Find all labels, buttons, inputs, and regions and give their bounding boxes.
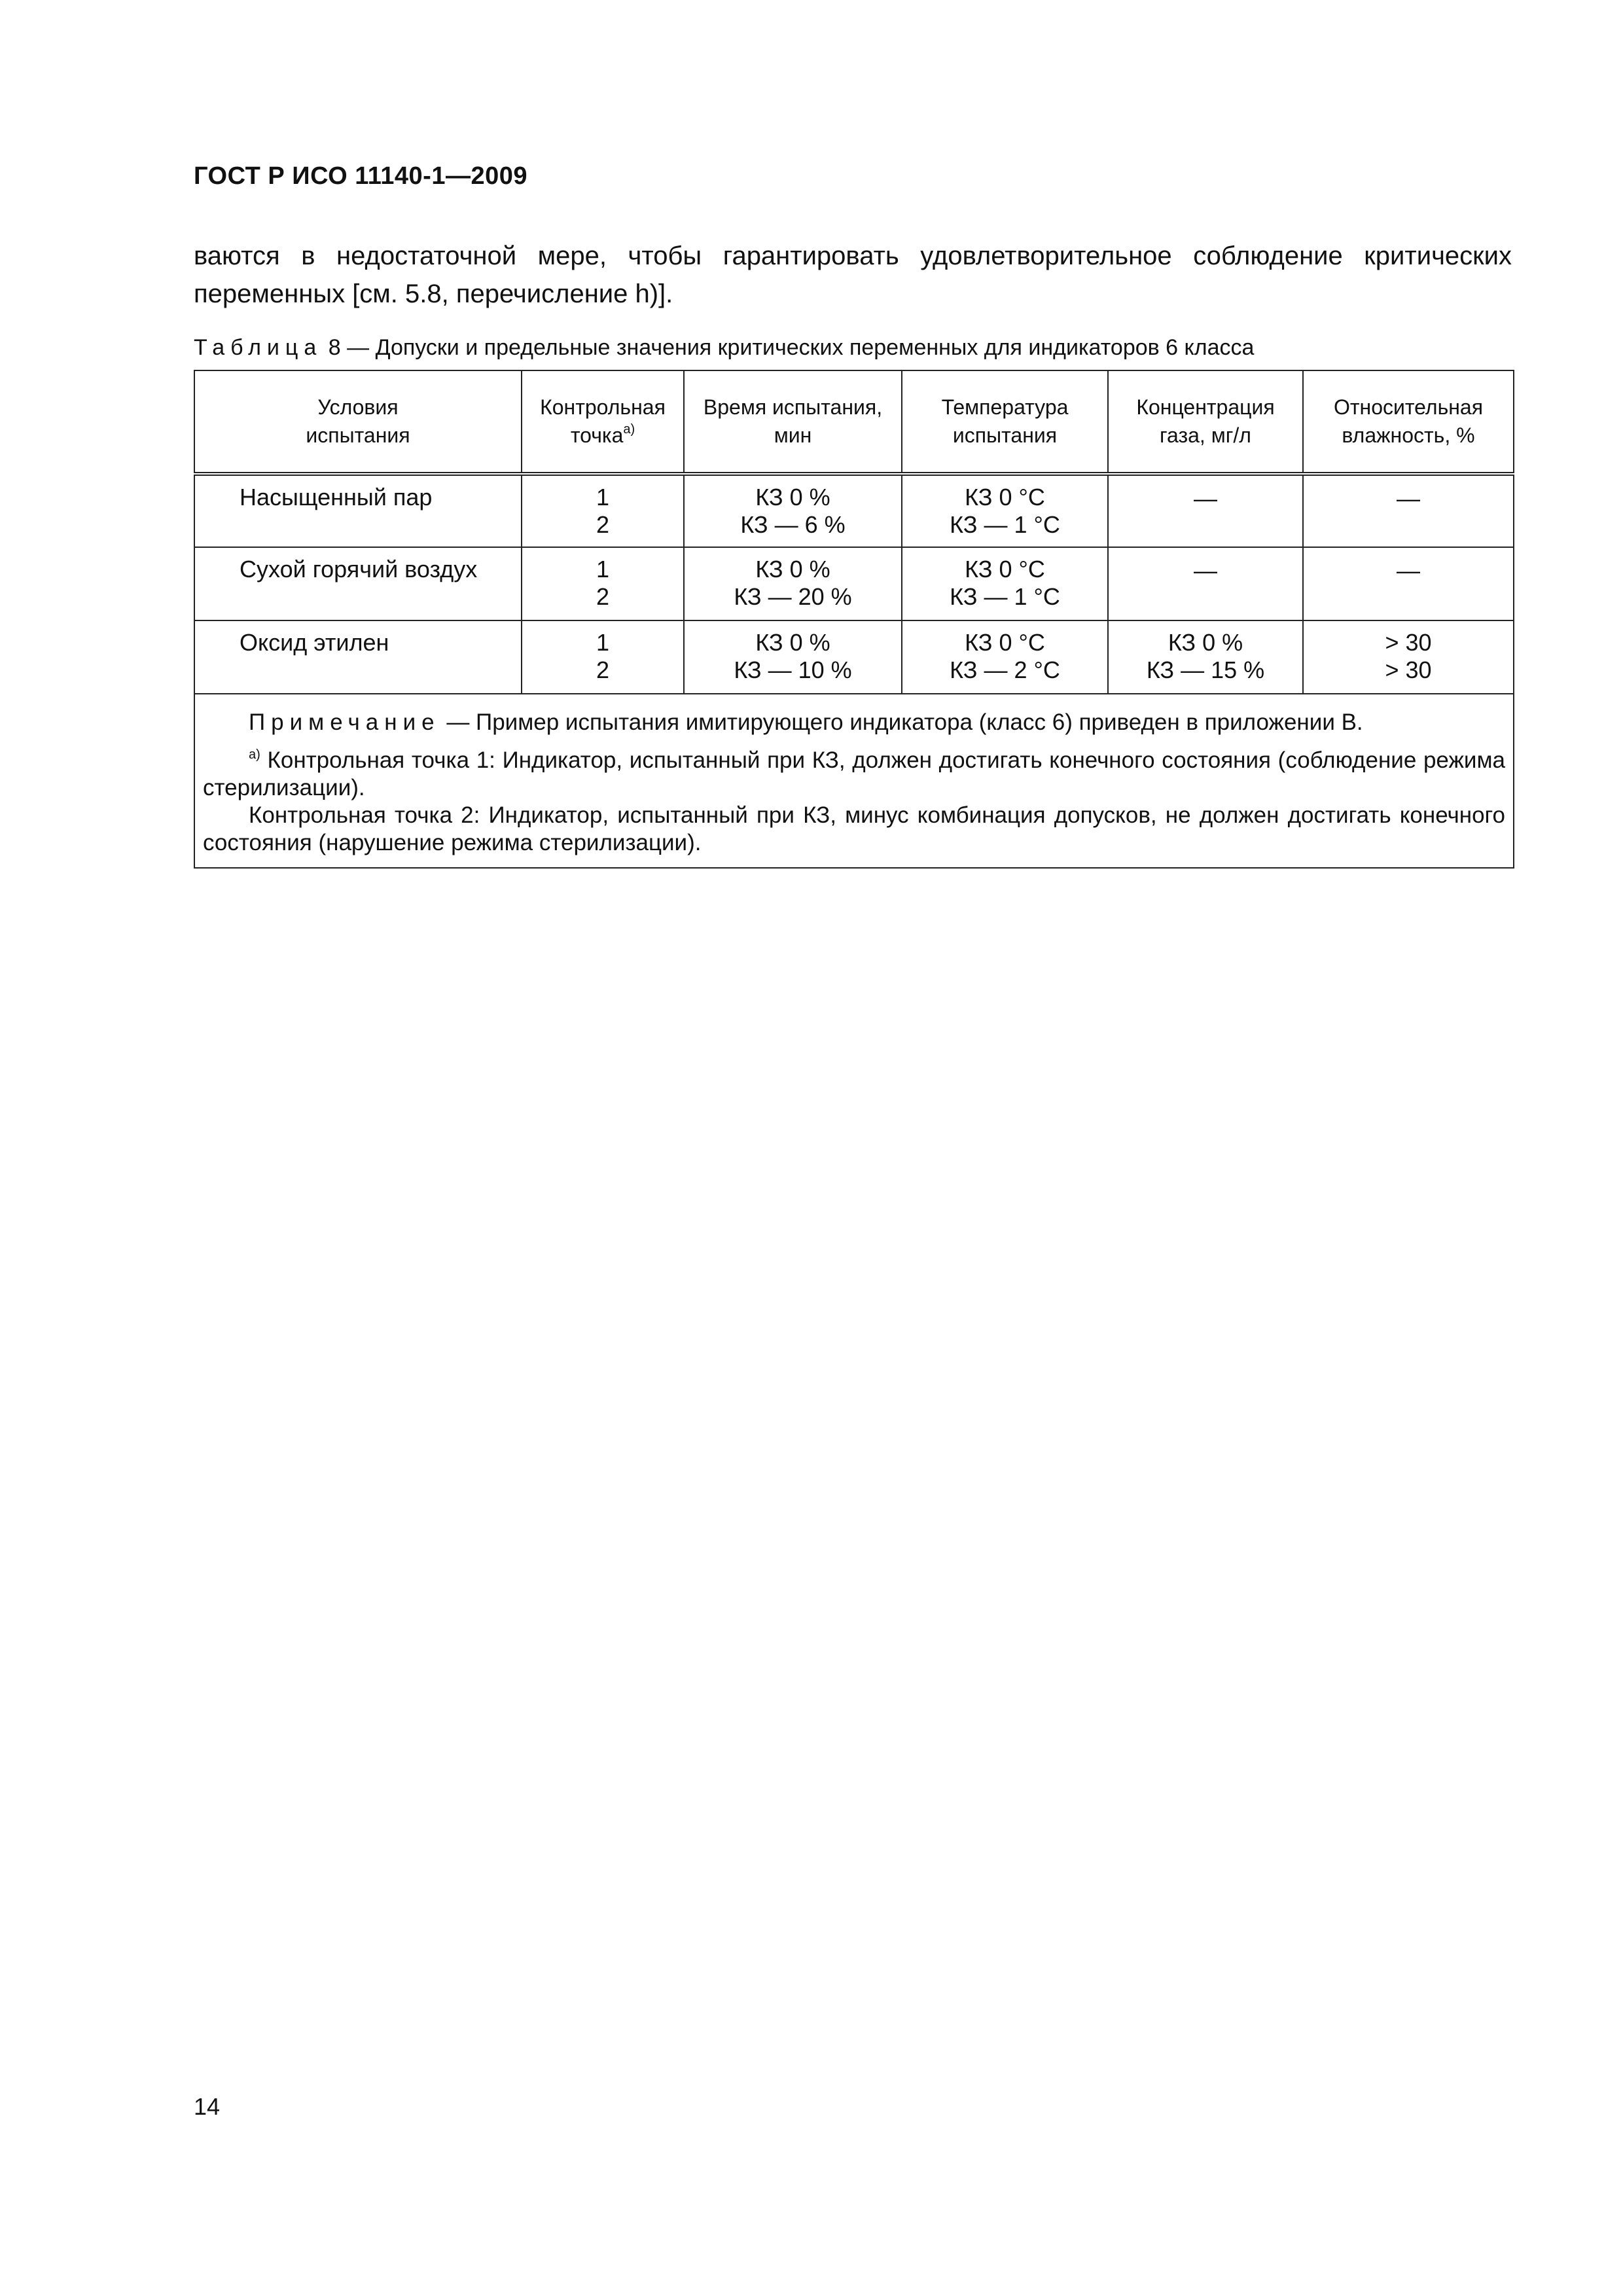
table-note — [203, 709, 1505, 736]
cell-time: КЗ 0 % КЗ — 6 % — [684, 474, 902, 547]
intro-paragraph — [194, 237, 1512, 313]
header-gas-concentration: Концентрация газа, мг/л — [1108, 370, 1303, 474]
tolerance-table — [194, 370, 1514, 869]
footnote-mark: a) — [249, 747, 260, 762]
cell-condition: Оксид этилен — [194, 620, 522, 694]
cell-humidity: — — [1303, 474, 1514, 547]
cell-control-point: 1 2 — [522, 547, 684, 620]
note-text: — Пример испытания имитирующего индикатора (класс 6) приведен в приложении В. — [440, 709, 1363, 735]
cell-temperature: КЗ 0 °C КЗ — 2 °C — [902, 620, 1108, 694]
cell-condition: Насыщенный пар — [194, 474, 522, 547]
footnote-1-text: Контрольная точка 1: Индикатор, испытанный при КЗ, должен достигать конечного состояния (соблюдение режима стерилизации). — [203, 747, 1505, 800]
cell-temperature: КЗ 0 °C КЗ — 1 °C — [902, 547, 1108, 620]
intro-line-2: переменных [см. 5.8, перечисление h)]. — [194, 279, 673, 308]
cell-control-point: 1 2 — [522, 620, 684, 694]
footnote-control-point-2: Контрольная точка 2: Индикатор, испытанный при КЗ, минус комбинация допусков, не должен достигать конечного состояния (нарушение режима стерилизации). — [203, 802, 1505, 855]
footnote-ref: a) — [623, 422, 635, 437]
cell-gas: — — [1108, 474, 1303, 547]
cell-gas: КЗ 0 % КЗ — 15 % — [1108, 620, 1303, 694]
cell-control-point: 1 2 — [522, 474, 684, 547]
cell-time: КЗ 0 % КЗ — 10 % — [684, 620, 902, 694]
table-row — [194, 474, 1514, 547]
header-test-temperature: Температура испытания — [902, 370, 1108, 474]
table-caption — [194, 335, 1254, 361]
footnote-a — [203, 747, 1505, 802]
cell-humidity: — — [1303, 547, 1514, 620]
cell-time: КЗ 0 % КЗ — 20 % — [684, 547, 902, 620]
intro-line-1: ваются в недостаточной мере, чтобы гарантировать удовлетворительное соблюдение критических — [194, 242, 1512, 270]
page-number: 14 — [194, 2093, 221, 2120]
header-control-point: Контрольная точка$^{a)}$ — [522, 370, 684, 474]
header-test-time: Время испытания, мин — [684, 370, 902, 474]
table-header-row — [194, 370, 1514, 474]
table-row — [194, 547, 1514, 620]
cell-condition: Сухой горячий воздух — [194, 547, 522, 620]
header-relative-humidity: Относительная влажность, % — [1303, 370, 1514, 474]
table-caption-text: 8 — Допуски и предельные значения критических переменных для индикаторов 6 класса — [328, 335, 1255, 360]
header-test-conditions: Условия испытания — [194, 370, 522, 474]
cell-humidity: > 30 > 30 — [1303, 620, 1514, 694]
note-label: Примечание — [249, 709, 440, 735]
table-notes — [194, 694, 1514, 868]
cell-temperature: КЗ 0 °C КЗ — 1 °C — [902, 474, 1108, 547]
document-id-header: ГОСТ Р ИСО 11140-1—2009 — [194, 162, 527, 190]
table-notes-row — [194, 694, 1514, 868]
cell-gas: — — [1108, 547, 1303, 620]
table-row — [194, 620, 1514, 694]
table-caption-label: Таблица — [194, 335, 323, 360]
